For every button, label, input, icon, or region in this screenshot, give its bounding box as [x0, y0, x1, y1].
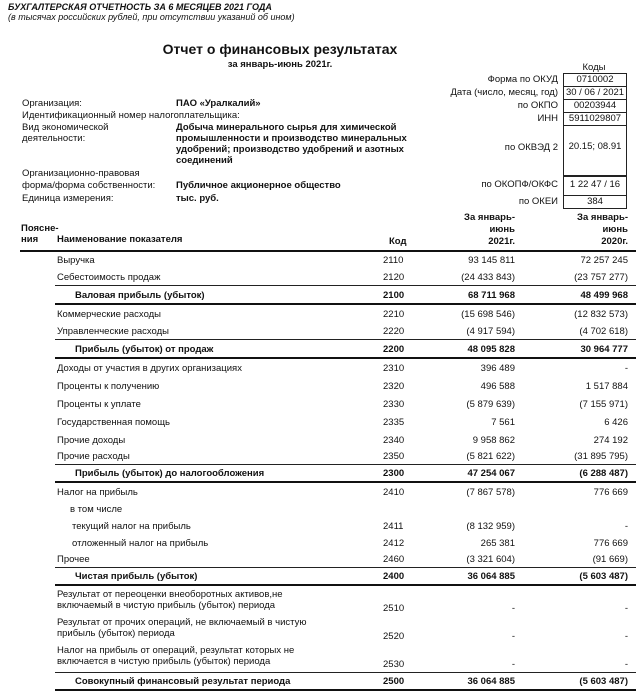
okei-label: по ОКЕИ — [518, 196, 558, 207]
org-value: ПАО «Уралкалий» — [176, 98, 261, 109]
org-label: Организация: — [22, 98, 82, 109]
activity-label-line2: деятельности: — [22, 133, 86, 144]
col-2020-header-line2: июнь — [602, 224, 628, 235]
col-2021-header-line1: За январь- — [464, 212, 515, 223]
table-row-cost-of-sales: Себестоимость продаж 2120 (24 433 843) (23 757 277) — [57, 272, 628, 283]
report-period: за январь-июнь 2021г. — [227, 59, 333, 70]
table-row-tax-on-operations: Налог на прибыль от операций, результат которых не включается в чистую прибыль (убыток) периода 2530 - - — [57, 645, 628, 670]
col-notes-header-line1: Поясне- — [21, 223, 59, 234]
row-rule — [55, 357, 636, 359]
codes-box — [563, 73, 627, 126]
activity-value-line2: промышленности и производство минеральных — [176, 133, 407, 144]
col-code-header: Код — [389, 236, 407, 247]
okved-label: по ОКВЭД 2 — [504, 142, 558, 153]
okopf-code: 1 22 47 / 16 — [564, 177, 626, 196]
table-row-interest-payable: Проценты к уплате 2330 (5 879 639) (7 155 971) — [57, 399, 628, 410]
okpo-label: по ОКПО — [517, 100, 558, 111]
table-row-income-tax: Налог на прибыль 2410 (7 867 578) 776 669 — [57, 487, 628, 498]
inn-text-label: Идентификационный номер налогоплательщика: — [22, 110, 240, 121]
inn-label: ИНН — [537, 113, 558, 124]
table-row-deferred-tax: отложенный налог на прибыль 2412 265 381 776 669 — [72, 538, 628, 549]
okopf-box — [563, 176, 627, 209]
col-2021-header-line2: июнь — [489, 224, 515, 235]
table-row-interest-receivable: Проценты к получению 2320 496 588 1 517 884 — [57, 381, 628, 392]
inn-code: 5911029807 — [568, 113, 622, 124]
okud-code: 0710002 — [564, 74, 626, 87]
row-rule — [55, 481, 636, 483]
okved-code: 20.15; 08.91 — [568, 141, 622, 152]
row-rule — [55, 285, 636, 286]
form-label-line1: Организационно-правовая — [22, 168, 140, 179]
okopf-label: по ОКОПФ/ОКФС — [481, 179, 558, 190]
table-row-revenue: Выручка 2110 93 145 811 72 257 245 — [57, 255, 628, 266]
table-row-other-expenses: Прочие расходы 2350 (5 821 622) (31 895 795) — [57, 451, 628, 462]
table-row-profit-before-tax: Прибыль (убыток) до налогообложения 2300 47 254 067 (6 288 487) — [75, 468, 628, 479]
col-2021-header-line3: 2021г. — [488, 236, 515, 247]
col-2020-header-line1: За январь- — [577, 212, 628, 223]
unit-label: Единица измерения: — [22, 193, 114, 204]
unit-value: тыс. руб. — [176, 193, 219, 204]
okved-box — [563, 125, 627, 176]
table-row-gross-profit: Валовая прибыль (убыток) 2100 68 711 968 48 499 968 — [75, 290, 628, 301]
activity-value-line4: соединений — [176, 155, 233, 166]
activity-value-line3: удобрений; производство удобрений и азотных — [176, 144, 404, 155]
report-header-units: (в тысячах российских рублей, при отсутствии указаний об ином) — [8, 12, 295, 22]
okei-code: 384 — [587, 196, 603, 207]
row-rule — [55, 584, 636, 586]
table-row-total-result: Совокупный финансовый результат периода 2500 36 064 885 (5 603 487) — [75, 676, 628, 687]
table-row-sales-profit: Прибыль (убыток) от продаж 2200 48 095 828 30 964 777 — [75, 344, 628, 355]
form-value: Публичное акционерное общество — [176, 180, 341, 191]
table-row-government-aid: Государственная помощь 2335 7 561 6 426 — [57, 417, 628, 428]
row-rule — [55, 303, 636, 305]
report-header-title: БУХГАЛТЕРСКАЯ ОТЧЕТНОСТЬ ЗА 6 МЕСЯЦЕВ 2021 ГОДА — [8, 2, 272, 12]
table-row-selling-expenses: Коммерческие расходы 2210 (15 698 546) (12 832 573) — [57, 309, 628, 320]
table-row-current-tax: текущий налог на прибыль 2411 (8 132 959) - — [72, 521, 628, 532]
table-row-participation-income: Доходы от участия в других организациях 2310 396 489 - — [57, 363, 628, 374]
col-name-header: Наименование показателя — [57, 234, 183, 245]
col-2020-header-line3: 2020г. — [601, 236, 628, 247]
table-row-other: Прочее 2460 (3 321 604) (91 669) — [57, 554, 628, 565]
table-row-admin-expenses: Управленческие расходы 2220 (4 917 594) (4 702 618) — [57, 326, 628, 337]
codes-heading: Коды — [582, 62, 606, 73]
table-row-other-operations-result: Результат от прочих операций, не включаемый в чистую прибыль (убыток) периода 2520 - - — [57, 617, 628, 642]
page-title: Отчет о финансовых результатах — [162, 41, 398, 57]
table-row-revaluation-result: Результат от переоценки внеоборотных активов,не включаемый в чистую прибыль (убыток) периода 2510 - - — [57, 589, 628, 614]
okpo-code: 00203944 — [564, 100, 626, 113]
table-row-other-income: Прочие доходы 2340 9 958 862 274 192 — [57, 435, 628, 446]
okud-label: Форма по ОКУД — [487, 74, 558, 85]
form-label-line2: форма/форма собственности: — [22, 180, 156, 191]
table-row-net-profit: Чистая прибыль (убыток) 2400 36 064 885 (5 603 487) — [75, 571, 628, 582]
activity-label-line1: Вид экономической — [22, 122, 109, 133]
col-notes-header-line2: ния — [21, 234, 39, 245]
row-rule — [55, 339, 636, 340]
activity-value-line1: Добыча минерального сырья для химической — [176, 122, 397, 133]
date-code: 30 / 06 / 2021 — [565, 87, 625, 98]
table-row-including: в том числе — [70, 504, 123, 515]
date-label: Дата (число, месяц, год) — [450, 87, 558, 98]
